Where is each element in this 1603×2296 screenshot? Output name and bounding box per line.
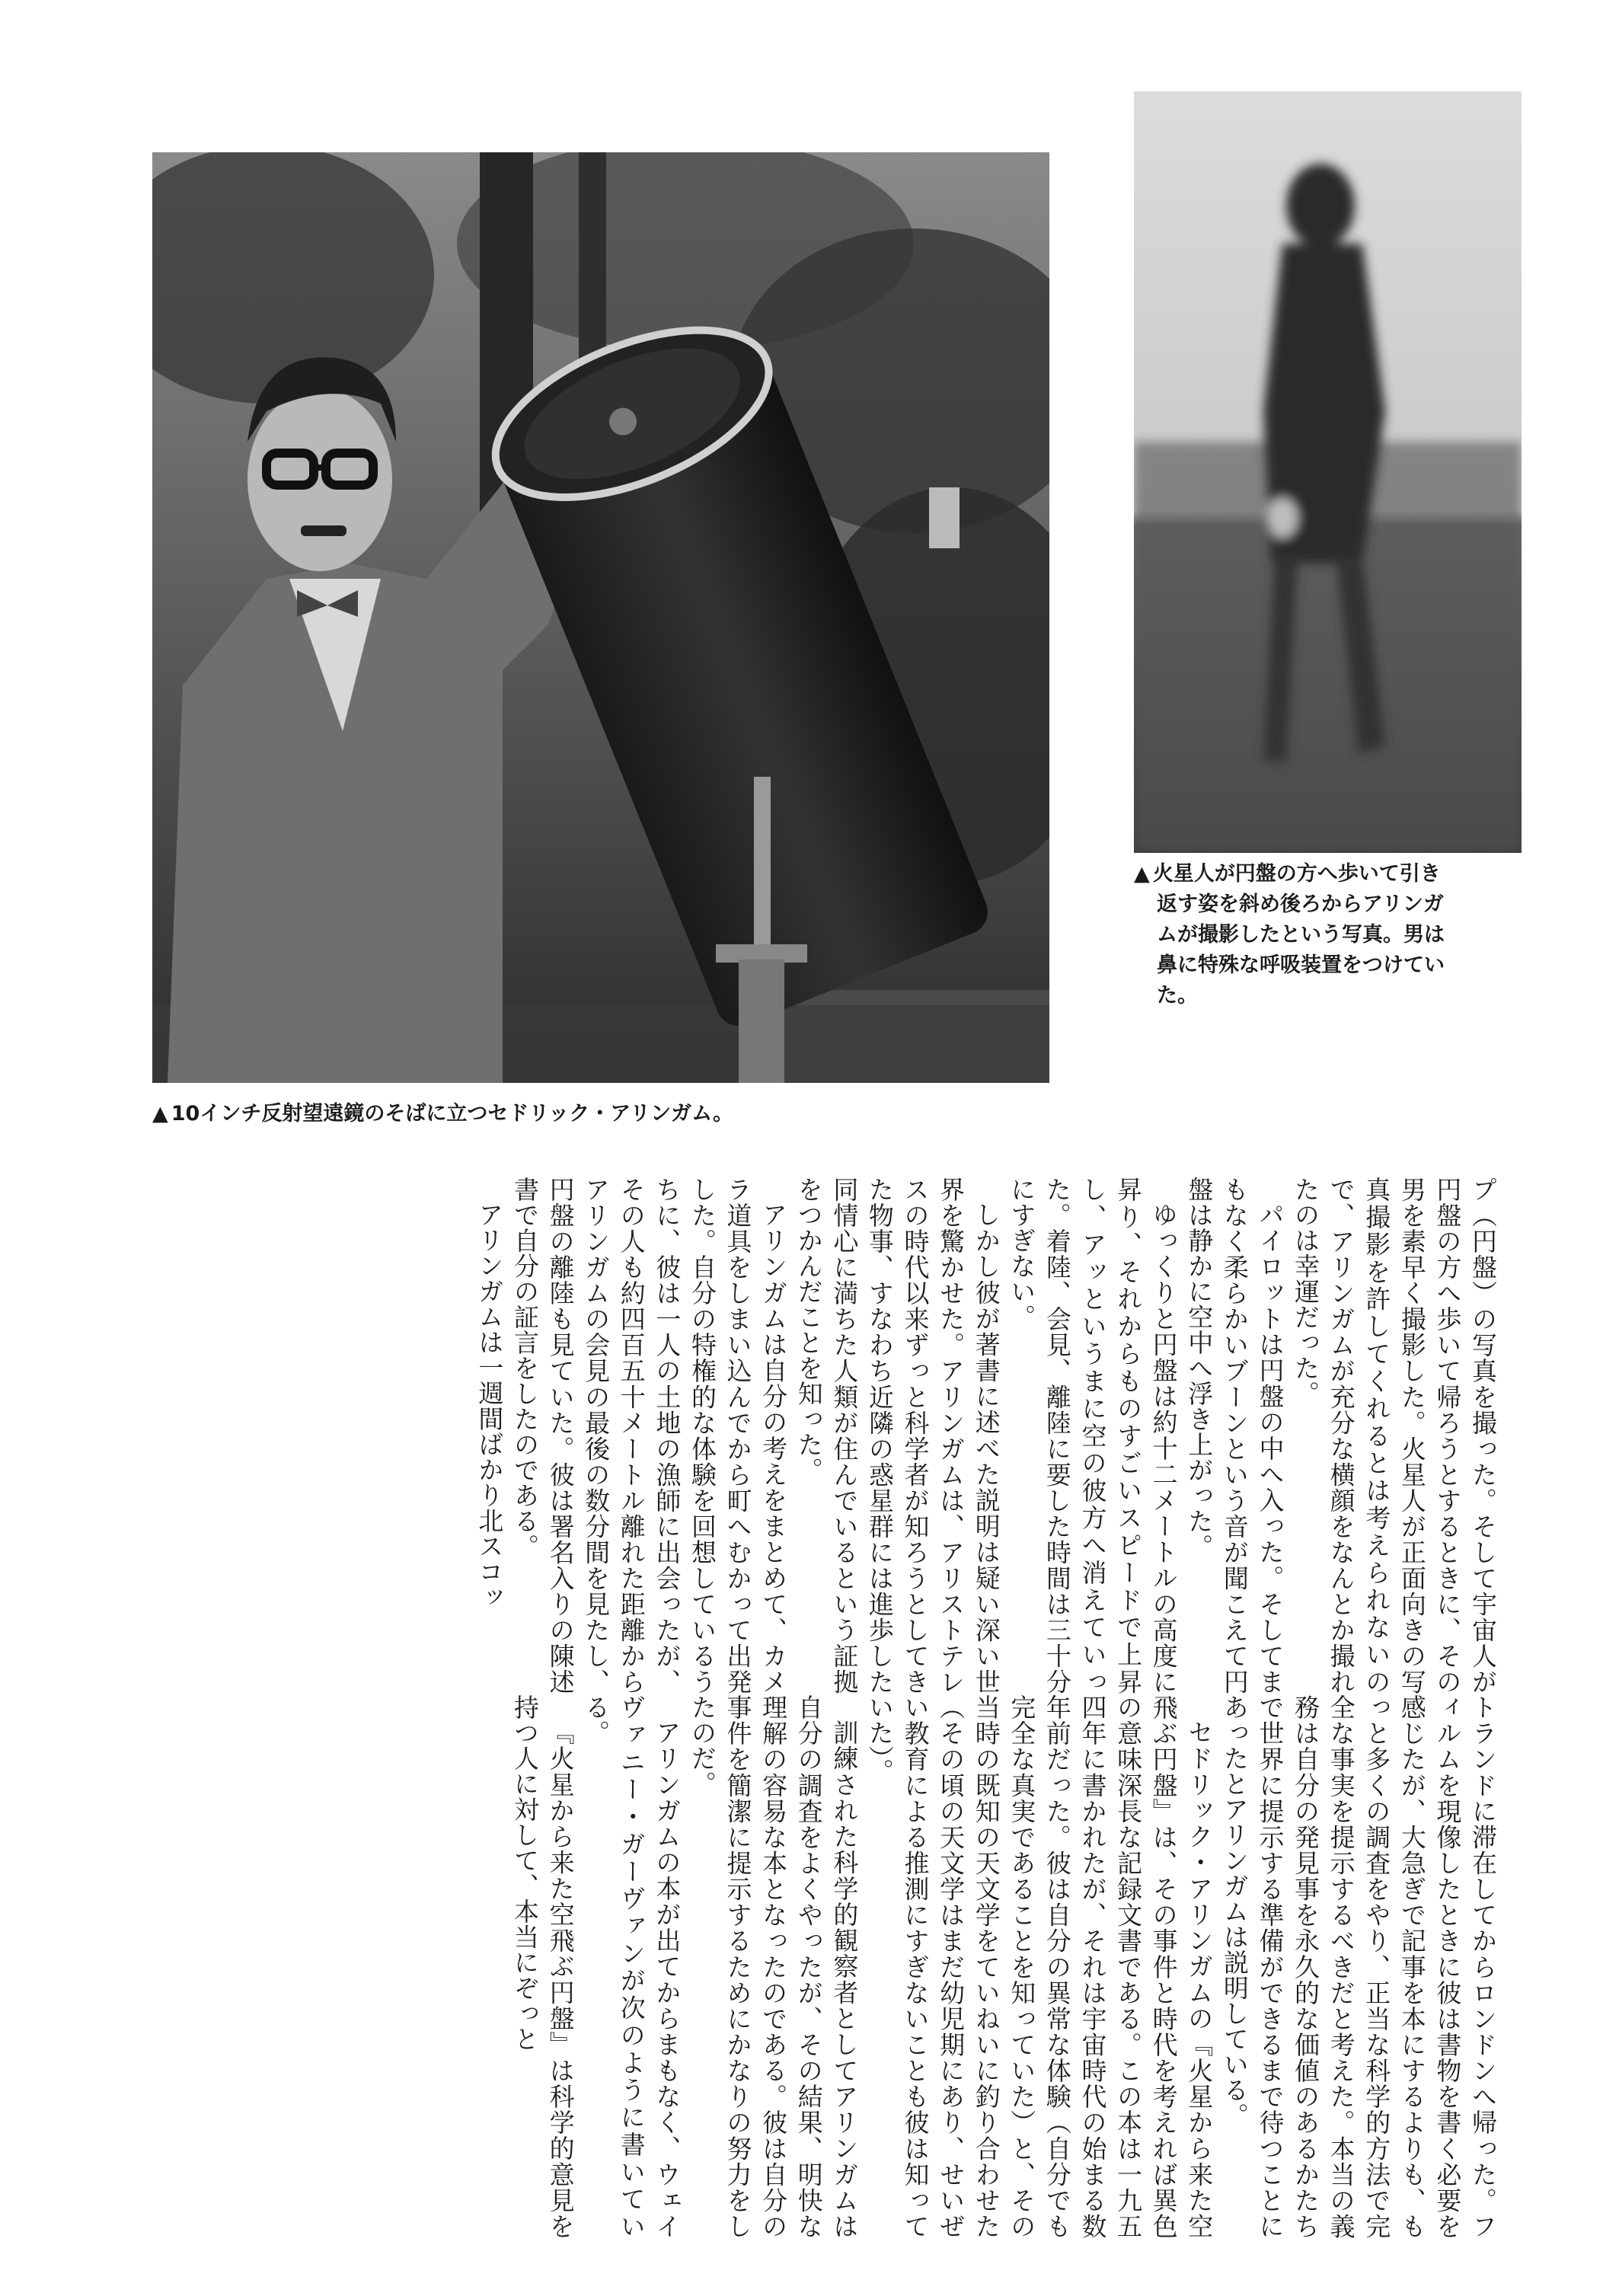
photo-telescope bbox=[152, 152, 1049, 1083]
paragraph: アリンガムは自分の考えをまとめて、カメラ道具をしまい込んでから町へむかって出発した。自分の特権的な体験を回想しているうちに、彼は一人の土地の漁師に出会ったが、その人も約四百五十メートル離れた距離からアリンガムの会見の最後の数分間を見たし、円盤の離陸も見ていた。彼は署名入りの陳述書で自分の証言をしたのである。 bbox=[509, 1177, 789, 1694]
paragraph: セドリック・アリンガムの『火星から来た空飛ぶ円盤』は、その事件と時代を考えれば異色の意味深長な記録文書である。この本は一九五四年に書かれたが、それは宇宙時代の始まる数年前だった。彼は自分の異常な体験（自分でも完全な真実であることを知っていた）と、その当時の既知の天文学をていねいに釣り合わせた（その頃の天文学はまだ幼児期にあり、せいぜい教育による推測にすぎないことも彼は知っていた）。 bbox=[864, 1694, 1215, 2240]
paragraph: しかし彼が著書に述べた説明は疑い深い世界を驚かせた。アリンガムは、アリストテレスの時代以来ずっと科学者が知ろうとしてきた物事、すなわち近隣の惑星群には進歩した同情心に満ちた人類が住んでいるという証拠をつかんだことを知った。 bbox=[794, 1177, 1001, 1694]
martian-photo-caption bbox=[1134, 859, 1469, 1011]
article-text-lower bbox=[0, 1694, 1500, 2239]
caption-right-line-3: ムが撮影したという写真。男は bbox=[1157, 923, 1445, 947]
paragraph: パイロットは円盤の中へ入った。そしてまもなく柔らかいブーンという音が聞こえて円盤は静かに空中へ浮き上がった。 bbox=[1184, 1177, 1285, 1694]
triangle-marker-icon: ▲ bbox=[152, 1102, 168, 1126]
paragraph: プ（円盤）の写真を撮った。そして宇宙人が円盤の方へ歩いて帰ろうとするときに、その男を素早く撮影した。火星人が正面向きの写真撮影を許してくれるとは考えられないので、アリンガムが充分な横顔をなんとか撮れたのは幸運だった。 bbox=[1291, 1177, 1498, 1694]
article-text-upper bbox=[0, 1177, 1500, 1694]
paragraph: アリンガムは一週間ばかり北スコッ bbox=[474, 1202, 505, 1610]
photo-martian bbox=[1134, 91, 1522, 853]
caption-right-line-1: ▲ 火星人が円盤の方へ歩いて引き bbox=[1134, 862, 1441, 886]
triangle-marker-icon: ▲ bbox=[1134, 862, 1150, 886]
paragraph: アリンガムの本が出てからまもなく、ウェイヴァニー・ガーヴァンが次のように書いている。 bbox=[581, 1694, 682, 2239]
caption-right-line-4: 鼻に特殊な呼吸装置をつけてい bbox=[1157, 953, 1445, 977]
caption-left-text: 10インチ反射望遠鏡のそばに立つセドリック・アリンガム。 bbox=[171, 1102, 733, 1126]
telescope-photo-caption bbox=[152, 1097, 733, 1126]
telescope-photo-image bbox=[152, 152, 1049, 1083]
paragraph: ゆっくりと円盤は約十二メートルの高度に昇り、それからものすごいスピードで上昇し、アッというまに空の彼方へ消えていった。着陸、会見、離陸に要した時間は三十分にすぎない。 bbox=[1007, 1177, 1179, 1694]
caption-right-line-2: 返す姿を斜め後ろからアリンガ bbox=[1157, 893, 1444, 916]
martian-photo-image bbox=[1134, 91, 1522, 853]
paragraph: 訓練された科学的観察者としてアリンガムは自分の調査をよくやったが、その結果、明快な理解の容易な本となったのである。彼は自分の事件を簡潔に提示するためにかなりの努力をしたのだ。 bbox=[687, 1694, 860, 2239]
caption-right-line-5: た。 bbox=[1157, 984, 1198, 1007]
paragraph: 『火星から来た空飛ぶ円盤』は科学的意見を持つ人に対して、本当にぞっと bbox=[509, 1694, 576, 2239]
paragraph: トランドに滞在してからロンドンへ帰った。フィルムを現像したときに彼は書物を書く必要を感じたが、大急ぎで記事を本にするよりも、もっと多くの調査をやり、正当な科学的方法で完全な事実を提示するべきだと考えた。本当の義務は自分の発見事を永久的な価値のあるかたちで世界に提示する準備ができるまで待つことにあったとアリンガムは説明している。 bbox=[1219, 1694, 1498, 2239]
